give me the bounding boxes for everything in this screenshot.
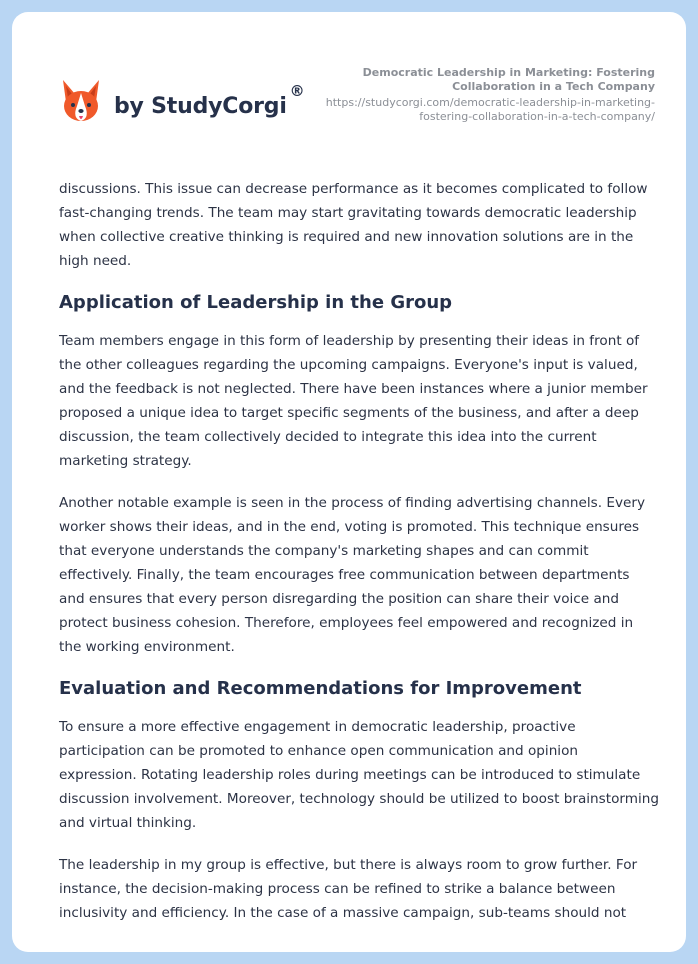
brand-name: by StudyCorgi [114,93,287,119]
registered-mark: ® [289,82,305,100]
article-body [59,177,659,943]
paragraph: discussions. This issue can decrease performance as it becomes complicated to follow fast-changing trends. The team may start gravitating towards democratic leadership when collective creative thinking is required and new innovation solutions are in the high need. [59,181,648,269]
corgi-logo-icon [60,78,102,126]
document-page [12,12,686,952]
paragraph: To ensure a more effective engagement in democratic leadership, proactive participation can be promoted to enhance open communication and opinion expression. Rotating leadership roles during meetings can be introduced to stimulate discussion involvement. Moreover, technology should be utilized to boost brainstorming and virtual thinking. [59,719,660,831]
section-heading: Evaluation and Recommendations for Improvement [59,678,582,699]
document-title: Democratic Leadership in Marketing: Fostering Collaboration in a Tech Company [362,66,655,93]
section-heading: Application of Leadership in the Group [59,292,453,313]
paragraph: The leadership in my group is effective, but there is always room to grow further. For instance, the decision-making process can be refined to strike a balance between inclusivity and efficiency. In the case of a massive campaign, sub-teams should not [59,857,638,921]
paragraph: Another notable example is seen in the process of finding advertising channels. Every worker shows their ideas, and in the end, voting is promoted. This technique ensures that everyone understands the company's marketing shapes and can commit effectively. Finally, the team encourages free communication between departments and ensures that every person disregarding the position can share their voice and protect business cohesion. Therefore, employees feel empowered and recognized in the working environment. [59,495,645,655]
document-meta [315,66,655,124]
studycorgi-logo[interactable] [60,74,305,130]
document-url[interactable]: https://studycorgi.com/democratic-leadership-in-marketing-fostering-collaboration-in-a-tech-company/ [325,96,655,123]
paragraph: Team members engage in this form of leadership by presenting their ideas in front of the other colleagues regarding the upcoming campaigns. Everyone's input is valued, and the feedback is not neglected. There have been instances where a junior member proposed a unique idea to target specific segments of the business, and after a deep discussion, the team collectively decided to integrate this idea into the current marketing strategy. [59,333,648,469]
page-header [12,12,686,162]
